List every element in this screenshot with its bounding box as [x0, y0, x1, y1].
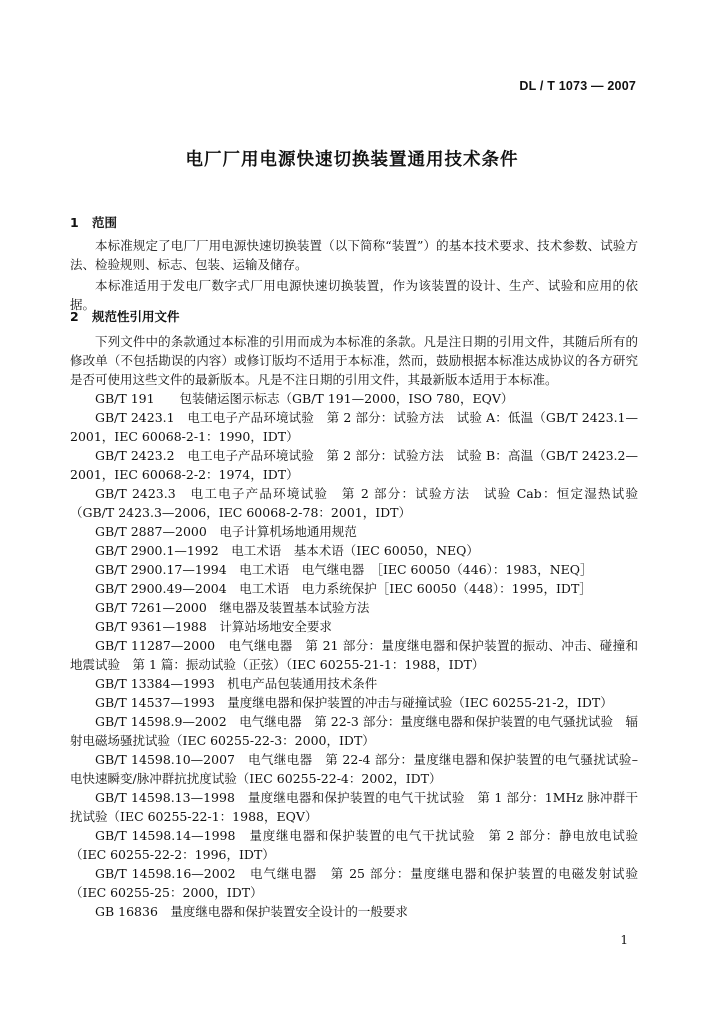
reference-item: GB/T 2900.49—2004 电工术语 电力系统保护［IEC 60050（448）：1995，IDT］	[95, 581, 592, 596]
standard-code: DL / T 1073 — 2007	[519, 79, 636, 93]
reference-item: GB/T 2900.17—1994 电工术语 电气继电器 ［IEC 60050（446）：1983，NEQ］	[95, 562, 593, 577]
reference-item: GB/T 2900.1—1992 电工术语 基本术语（IEC 60050，NEQ）	[95, 543, 479, 558]
reference-item: GB/T 14598.16—2002 电气继电器 第 25 部分：量度继电器和保护装置的电磁发射试验（IEC 60255-25：2000，IDT）	[70, 866, 638, 900]
document-title: 电厂厂用电源快速切换装置通用技术条件	[185, 150, 519, 170]
reference-item: GB 16836 量度继电器和保护装置安全设计的一般要求	[95, 904, 408, 919]
reference-item: GB/T 2423.1 电工电子产品环境试验 第 2 部分：试验方法 试验 A：低温（GB/T 2423.1—2001，IEC 60068-2-1：1990，IDT）	[70, 410, 638, 444]
reference-item: GB/T 14537—1993 量度继电器和保护装置的冲击与碰撞试验（IEC 60255-21-2，IDT）	[95, 695, 613, 710]
reference-item: GB/T 14598.9—2002 电气继电器 第 22-3 部分：量度继电器和保护装置的电气骚扰试验 辐射电磁场骚扰试验（IEC 60255-22-3：2000，IDT）	[70, 714, 638, 748]
reference-item: GB/T 13384—1993 机电产品包装通用技术条件	[95, 676, 378, 691]
section-number: 1	[70, 215, 79, 230]
paragraph: 本标准规定了电厂厂用电源快速切换装置（以下简称“装置”）的基本技术要求、技术参数、试验方法、检验规则、标志、包装、运输及储存。	[70, 238, 638, 273]
reference-item: GB/T 14598.10—2007 电气继电器 第 22-4 部分：量度继电器和保护装置的电气骚扰试验–电快速瞬变/脉冲群抗扰度试验（IEC 60255-22-4：2002，IDT）	[70, 752, 638, 786]
section-number: 2	[70, 309, 79, 324]
reference-item: GB/T 2423.2 电工电子产品环境试验 第 2 部分：试验方法 试验 B：高温（GB/T 2423.2—2001，IEC 60068-2-2：1974，IDT）	[70, 448, 638, 482]
reference-item: GB/T 2887—2000 电子计算机场地通用规范	[95, 524, 357, 539]
reference-item: GB/T 7261—2000 继电器及装置基本试验方法	[95, 600, 370, 615]
section-1-heading	[70, 213, 117, 231]
section-title: 规范性引用文件	[92, 309, 180, 324]
paragraph: 本标准适用于发电厂数字式厂用电源快速切换装置，作为该装置的设计、生产、试验和应用的依据。	[70, 278, 638, 313]
reference-item: GB/T 9361—1988 计算站场地安全要求	[95, 619, 332, 634]
reference-item: GB/T 11287—2000 电气继电器 第 21 部分：量度继电器和保护装置的振动、冲击、碰撞和地震试验 第 1 篇：振动试验（正弦）（IEC 60255-21-1：1988，IDT）	[70, 638, 638, 672]
reference-item: GB/T 191 包装储运图示标志（GB/T 191—2000，ISO 780，EQV）	[95, 391, 514, 406]
page-number: 1	[620, 933, 628, 947]
section-2-heading	[70, 307, 180, 325]
reference-item: GB/T 14598.13—1998 量度继电器和保护装置的电气干扰试验 第 1 部分：1MHz 脉冲群干扰试验（IEC 60255-22-1：1988，EQV）	[70, 790, 638, 824]
paragraph: 下列文件中的条款通过本标准的引用而成为本标准的条款。凡是注日期的引用文件，其随后所有的修改单（不包括勘误的内容）或修订版均不适用于本标准，然而，鼓励根据本标准达成协议的各方研究是否可使用这些文件的最新版本。凡是不注日期的引用文件，其最新版本适用于本标准。	[70, 334, 638, 388]
reference-item: GB/T 2423.3 电工电子产品环境试验 第 2 部分：试验方法 试验 Cab：恒定湿热试验（GB/T 2423.3—2006，IEC 60068-2-78：2001，IDT）	[70, 486, 638, 520]
reference-item: GB/T 14598.14—1998 量度继电器和保护装置的电气干扰试验 第 2 部分：静电放电试验（IEC 60255-22-2：1996，IDT）	[70, 828, 638, 862]
section-title: 范围	[92, 215, 118, 230]
